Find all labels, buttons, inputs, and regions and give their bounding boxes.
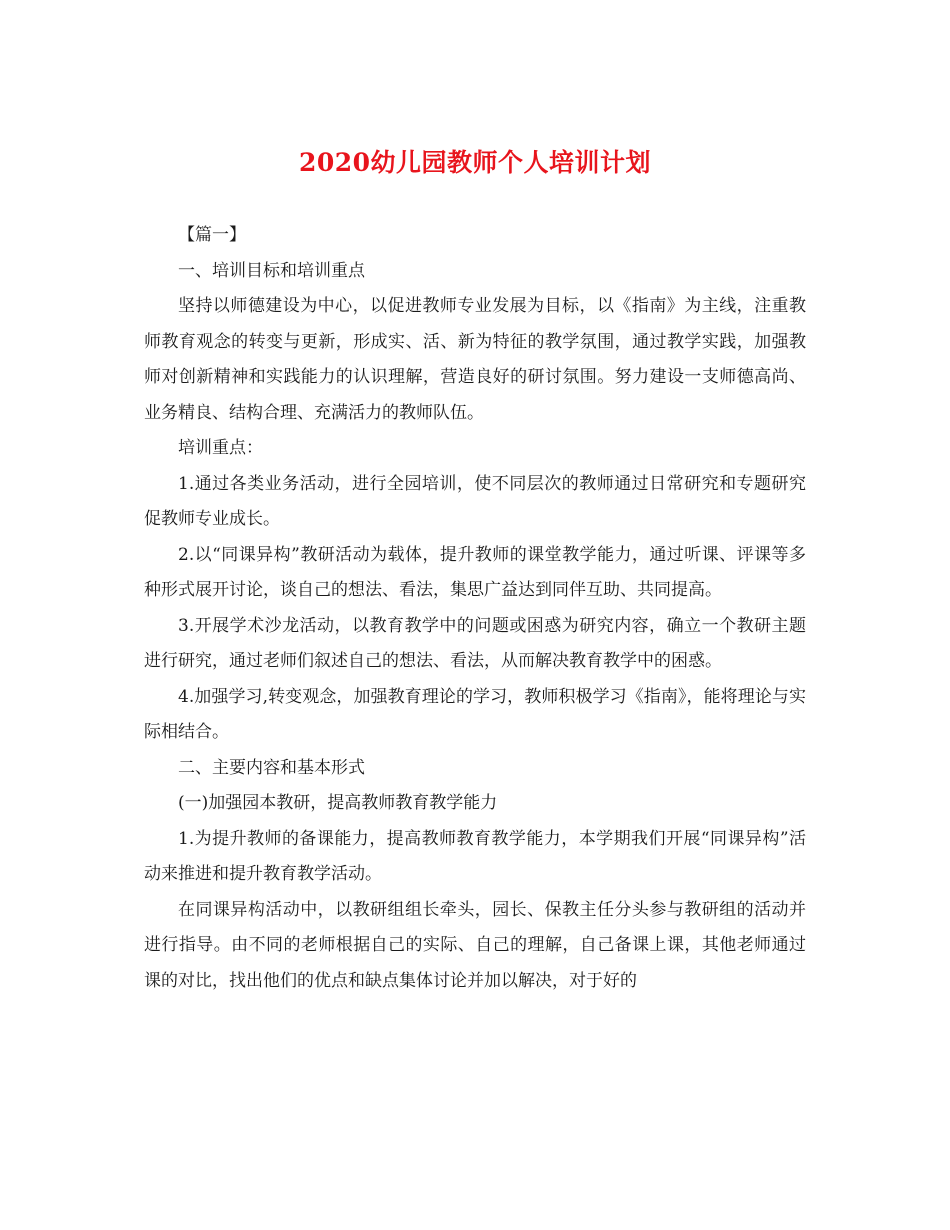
paragraph: 坚持以师德建设为中心，以促进教师专业发展为目标，以《指南》为主线，注重教师教育观念的转变与更新，形成实、活、新为特征的教学氛围，通过教学实践，加强教师对创新精神和实践能力的认识理解，营造良好的研讨氛围。努力建设一支师德高尚、业务精良、结构合理、充满活力的教师队伍。 — [144, 296, 806, 423]
list-item: 2.以“同课异构”教研活动为载体，提升教师的课堂教学能力，通过听课、评课等多种形式展开讨论，谈自己的想法、看法，集思广益达到同伴互助、共同提高。 — [144, 544, 806, 600]
list-item: 1.为提升教师的备课能力，提高教师教育教学能力，本学期我们开展“同课异构”活动来推进和提升教育教学活动。 — [144, 828, 806, 884]
section-heading: 二、主要内容和基本形式 — [178, 757, 365, 778]
section-heading: 一、培训目标和培训重点 — [178, 260, 365, 281]
document-body — [144, 218, 806, 999]
subheading: (一)加强园本教研，提高教师教育教学能力 — [178, 793, 498, 813]
section-label: 【篇一】 — [178, 225, 246, 245]
subheading: 培训重点： — [178, 438, 263, 458]
list-item: 1.通过各类业务活动，进行全园培训，使不同层次的教师通过日常研究和专题研究促教师专业成长。 — [144, 473, 806, 529]
paragraph: 在同课异构活动中，以教研组组长牵头，园长、保教主任分头参与教研组的活动并进行指导。由不同的老师根据自己的实际、自己的理解，自己备课上课，其他老师通过课的对比，找出他们的优点和缺点集体讨论并加以解决，对于好的 — [144, 899, 806, 991]
list-item: 4.加强学习,转变观念，加强教育理论的学习，教师积极学习《指南》，能将理论与实际相结合。 — [144, 686, 806, 742]
list-item: 3.开展学术沙龙活动，以教育教学中的问题或困惑为研究内容，确立一个教研主题进行研究，通过老师们叙述自己的想法、看法，从而解决教育教学中的困惑。 — [144, 615, 806, 671]
document-title: 2020幼儿园教师个人培训计划 — [298, 148, 652, 177]
